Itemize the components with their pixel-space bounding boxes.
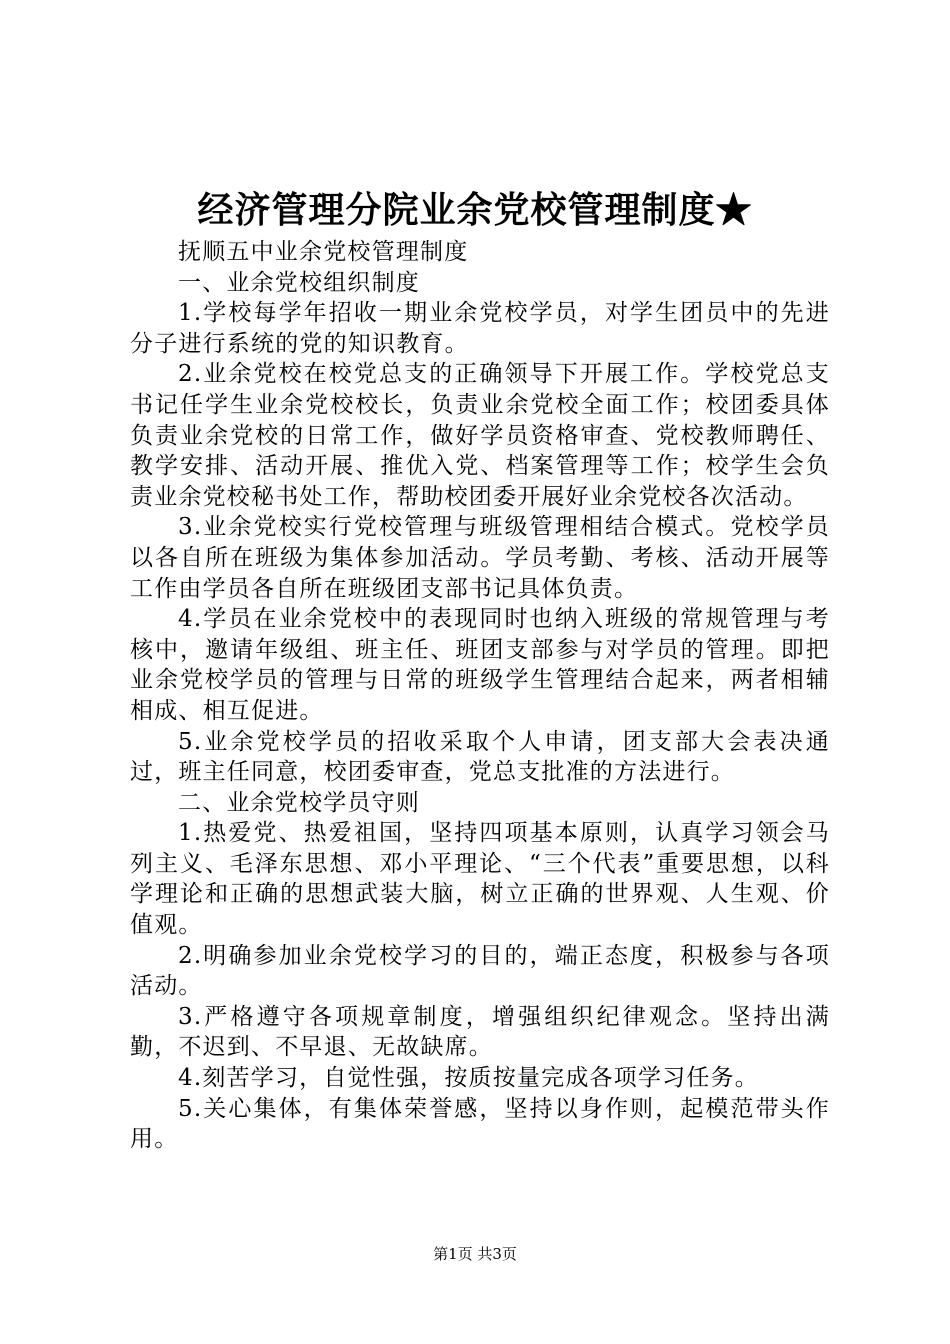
page-footer: 第1页 共3页 xyxy=(433,1245,517,1263)
section-heading-organization: 一、业余党校组织制度 xyxy=(178,269,420,296)
paragraph-school-title: 抚顺五中业余党校管理制度 xyxy=(178,239,469,265)
paragraph-rule-1: 1.热爱党、热爱祖国，坚持四项基本原则，认真学习领会马列主义、毛泽东思想、邓小平理论、“三个代表”重要思想，以科学理论和正确的思想武装大脑，树立正确的世界观、人生观、价值观。 xyxy=(130,820,830,939)
document-title: 经济管理分院业余党校管理制度★ xyxy=(197,189,753,231)
document-body xyxy=(130,237,830,1155)
paragraph-org-4: 4.学员在业余党校中的表现同时也纳入班级的常规管理与考核中，邀请年级组、班主任、班团支部参与对学员的管理。即把业余党校学员的管理与日常的班级学生管理结合起来，两者相辅相成、相互促进。 xyxy=(130,606,830,724)
paragraph-rule-4: 4.刻苦学习，自觉性强，按质按量完成各项学习任务。 xyxy=(178,1065,759,1092)
section-heading-rules: 二、业余党校学员守则 xyxy=(178,789,420,816)
paragraph-rule-3: 3.严格遵守各项规章制度，增强组织纪律观念。坚持出满勤，不迟到、不早退、无故缺席。 xyxy=(130,1003,830,1061)
paragraph-rule-2: 2.明确参加业余党校学习的目的，端正态度，积极参与各项活动。 xyxy=(130,942,830,1000)
paragraph-org-2: 2.业余党校在校党总支的正确领导下开展工作。学校党总支书记任学生业余党校校长，负责业余党校全面工作；校团委具体负责业余党校的日常工作，做好学员资格审查、党校教师聘任、教学安排、活动开展、推优入党、档案管理等工作；校学生会负责业余党校秘书处工作，帮助校团委开展好业余党校各次活动。 xyxy=(130,361,830,510)
paragraph-rule-5: 5.关心集体，有集体荣誉感，坚持以身作则，起模范带头作用。 xyxy=(130,1095,830,1153)
paragraph-org-5: 5.业余党校学员的招收采取个人申请，团支部大会表决通过，班主任同意，校团委审查，党总支批准的方法进行。 xyxy=(130,728,830,786)
paragraph-org-3: 3.业余党校实行党校管理与班级管理相结合模式。党校学员以各自所在班级为集体参加活动。学员考勤、考核、活动开展等工作由学员各自所在班级团支部书记具体负责。 xyxy=(130,514,830,602)
paragraph-org-1: 1.学校每学年招收一期业余党校学员，对学生团员中的先进分子进行系统的党的知识教育。 xyxy=(130,300,830,357)
